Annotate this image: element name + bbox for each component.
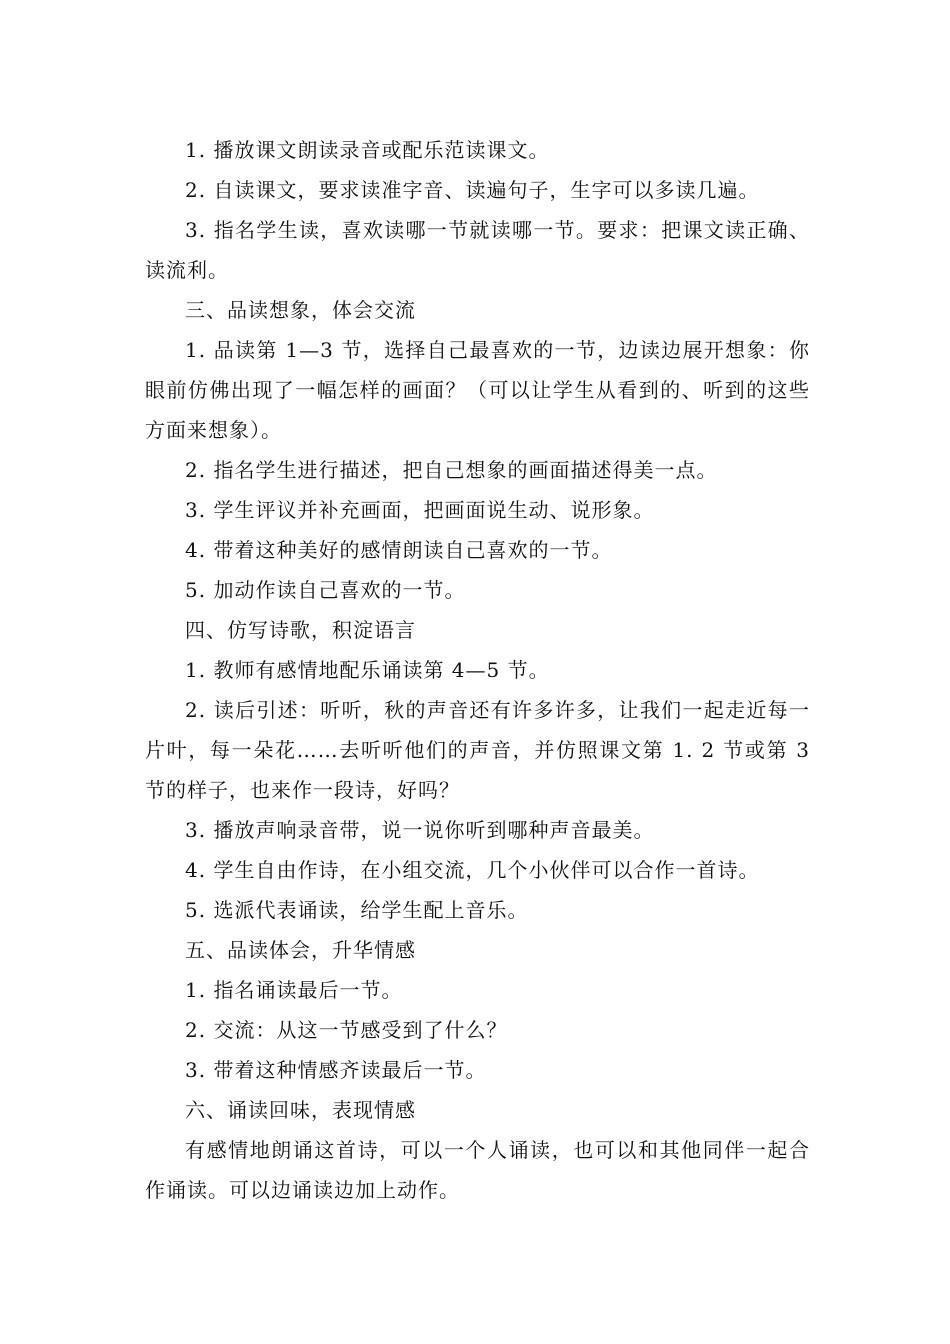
document-body <box>145 130 810 1210</box>
paragraph: 2. 指名学生进行描述，把自己想象的画面描述得美一点。 <box>185 458 718 482</box>
paragraph: 4. 学生自由作诗，在小组交流，几个小伙伴可以合作一首诗。 <box>185 858 760 882</box>
paragraph: 1. 指名诵读最后一节。 <box>185 978 403 1002</box>
paragraph: 2. 自读课文，要求读准字音、读遍句子，生字可以多读几遍。 <box>185 178 760 202</box>
paragraph: 2. 读后引述：听听，秋的声音还有许多许多，让我们一起走近每一片叶，每一朵花……去听听他们的声音，并仿照课文第 1. 2 节或第 3 节的样子，也来作一段诗，好吗？ <box>145 698 810 802</box>
paragraph: 5. 选派代表诵读，给学生配上音乐。 <box>185 898 529 922</box>
section-heading: 三、品读想象，体会交流 <box>185 298 416 322</box>
paragraph: 3. 指名学生读，喜欢读哪一节就读哪一节。要求：把课文读正确、读流利。 <box>145 218 810 282</box>
paragraph: 3. 播放声响录音带，说一说你听到哪种声音最美。 <box>185 818 655 842</box>
paragraph: 5. 加动作读自己喜欢的一节。 <box>185 578 466 602</box>
paragraph: 1. 品读第 1—3 节，选择自己最喜欢的一节，边读边展开想象：你眼前仿佛出现了一幅怎样的画面？（可以让学生从看到的、听到的这些方面来想象）。 <box>145 338 810 442</box>
paragraph: 有感情地朗诵这首诗，可以一个人诵读，也可以和其他同伴一起合作诵读。可以边诵读边加上动作。 <box>145 1138 810 1202</box>
paragraph: 3. 带着这种情感齐读最后一节。 <box>185 1058 487 1082</box>
paragraph: 1. 播放课文朗读录音或配乐范读课文。 <box>185 138 550 162</box>
section-heading: 四、仿写诗歌，积淀语言 <box>185 618 416 642</box>
section-heading: 五、品读体会，升华情感 <box>185 938 416 962</box>
paragraph: 4. 带着这种美好的感情朗读自己喜欢的一节。 <box>185 538 613 562</box>
paragraph: 3. 学生评议并补充画面，把画面说生动、说形象。 <box>185 498 655 522</box>
paragraph: 1. 教师有感情地配乐诵读第 4—5 节。 <box>185 658 550 682</box>
section-heading: 六、诵读回味，表现情感 <box>185 1098 416 1122</box>
paragraph: 2. 交流：从这一节感受到了什么？ <box>185 1018 508 1042</box>
